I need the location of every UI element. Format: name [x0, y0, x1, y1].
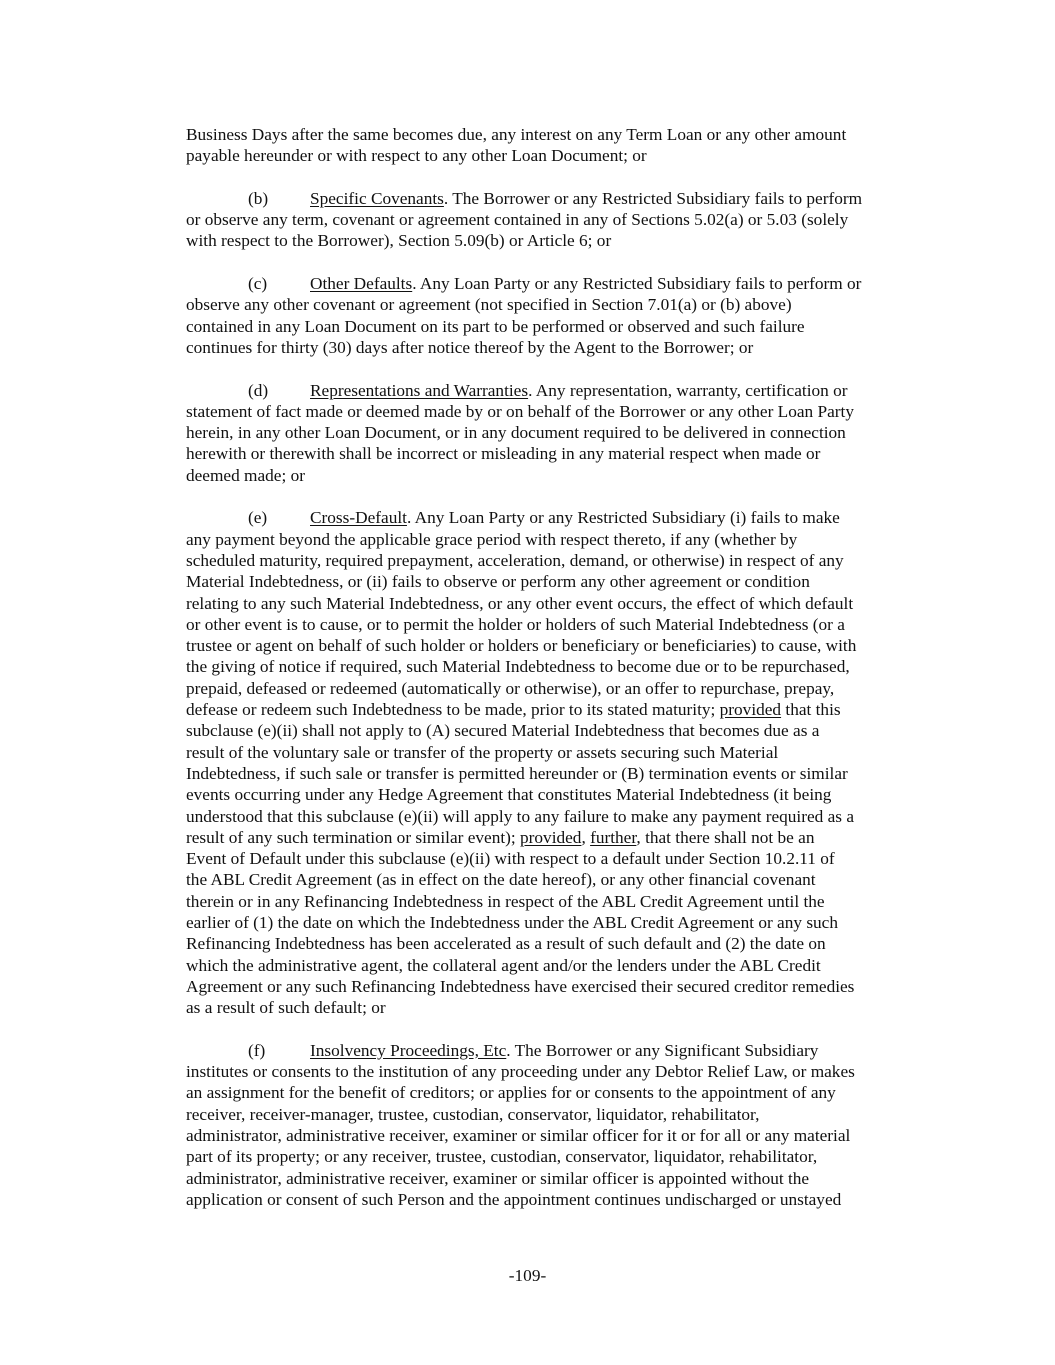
text-run: . The Borrower or any Restricted Subsidiary fails to perform	[443, 188, 863, 208]
clause-heading: Insolvency Proceedings, Etc	[310, 1040, 507, 1060]
page-number: -109-	[508, 1266, 547, 1285]
text-run: which the administrative agent, the collateral agent and/or the lenders under the ABL Credit	[186, 955, 821, 975]
text-run: prepaid, defeased or redeemed (automatically or otherwise), or an offer to repurchase, prepay,	[186, 678, 835, 698]
underlined-term: provided	[520, 827, 582, 847]
text-line	[186, 1061, 931, 1082]
text-run: institutes or consents to the institution of any proceeding under any Debtor Relief Law, or makes	[186, 1062, 855, 1082]
text-line	[186, 678, 931, 699]
text-run: continues for thirty (30) days after notice thereof by the Agent to the Borrower; or	[186, 337, 754, 357]
paragraph-continued	[186, 124, 931, 167]
underlined-term: further	[590, 827, 637, 847]
text-run: . Any Loan Party or any Restricted Subsidiary fails to perform or	[412, 274, 862, 294]
text-run: . Any representation, warranty, certification or	[528, 380, 848, 400]
text-run: the ABL Credit Agreement (as in effect on the date hereof), or any other financial covenant	[186, 870, 816, 890]
text-run: part of its property; or any receiver, trustee, custodian, conservator, liquidator, rehabilitator,	[186, 1147, 818, 1167]
text-run: events occurring under any Hedge Agreement that constitutes Material Indebtedness (it being	[186, 785, 832, 805]
text-line	[186, 635, 931, 656]
text-line	[186, 912, 931, 933]
text-run: or other event is to cause, or to permit the holder or holders of such Material Indebtedness (or a	[186, 614, 845, 634]
text-line	[186, 848, 931, 869]
text-line	[186, 806, 931, 827]
text-line	[186, 294, 931, 315]
text-line	[186, 316, 931, 337]
text-run: any payment beyond the applicable grace period with respect thereto, if any (whether by	[186, 529, 798, 549]
text-run: application or consent of such Person and the appointment continues undischarged or unstayed	[186, 1189, 842, 1209]
text-line	[186, 1040, 931, 1061]
clause-label: (d)	[248, 380, 269, 400]
paragraph-e	[186, 507, 931, 1018]
text-line	[186, 380, 931, 401]
paragraph-f	[186, 1040, 931, 1210]
text-run: herein, in any other Loan Document, or in any document required to be delivered in connection	[186, 423, 846, 443]
text-run: the giving of notice if required, such Material Indebtedness to become due or to be repurchased,	[186, 657, 850, 677]
text-run: deemed made; or	[186, 465, 305, 485]
text-line	[186, 933, 931, 954]
text-line	[186, 401, 931, 422]
text-run: , that there shall not be an	[636, 827, 815, 847]
text-line	[186, 571, 931, 592]
text-run: herewith or therewith shall be incorrect or misleading in any material respect when made or	[186, 444, 821, 464]
text-line	[186, 614, 931, 635]
text-line	[186, 1125, 931, 1146]
text-run: result of the voluntary sale or transfer of the property or assets securing such Material	[186, 742, 779, 762]
text-line	[186, 188, 931, 209]
clause-label: (e)	[248, 508, 268, 528]
text-run: Refinancing Indebtedness has been accelerated as a result of such default and (2) the date on	[186, 934, 826, 954]
text-run: contained in any Loan Document on its part to be performed or observed and such failure	[186, 316, 805, 336]
text-line	[186, 976, 931, 997]
text-line	[186, 997, 931, 1018]
text-run: Material Indebtedness, or (ii) fails to observe or perform any other agreement or condition	[186, 572, 810, 592]
text-run: ,	[581, 827, 591, 847]
text-run: understood that this subclause (e)(ii) will apply to any failure to make any payment required as a	[186, 806, 855, 826]
clause-heading: Specific Covenants	[310, 188, 444, 208]
text-line	[186, 763, 931, 784]
text-line	[186, 209, 931, 230]
text-run: subclause (e)(ii) shall not apply to (A) secured Material Indebtedness that becomes due as a	[186, 721, 820, 741]
text-line	[186, 443, 931, 464]
text-line	[186, 1168, 931, 1189]
text-run: receiver, receiver-manager, trustee, custodian, conservator, liquidator, rehabilitator,	[186, 1104, 760, 1124]
text-run: Event of Default under this subclause (e)(ii) with respect to a default under Section 10.2.11 of	[186, 849, 835, 869]
text-line	[186, 656, 931, 677]
text-run: Business Days after the same becomes due, any interest on any Term Loan or any other amount	[186, 125, 847, 144]
text-line	[186, 422, 931, 443]
text-line	[186, 593, 931, 614]
clause-heading: Representations and Warranties	[310, 380, 529, 400]
text-run: observe any other covenant or agreement (not specified in Section 7.01(a) or (b) above)	[186, 295, 792, 315]
text-run: with respect to the Borrower), Section 5.09(b) or Article 6; or	[186, 231, 612, 251]
text-line	[186, 869, 931, 890]
text-line	[186, 1082, 931, 1103]
paragraph-d	[186, 380, 931, 486]
text-run: payable hereunder or with respect to any other Loan Document; or	[186, 146, 647, 166]
clause-label: (c)	[248, 274, 268, 294]
document-body	[186, 124, 931, 1231]
text-run: or observe any term, covenant or agreement contained in any of Sections 5.02(a) or 5.03 (solely	[186, 210, 849, 230]
text-line	[186, 742, 931, 763]
paragraph-b	[186, 188, 931, 252]
text-line	[186, 465, 931, 486]
text-line	[186, 1104, 931, 1125]
text-run: . The Borrower or any Significant Subsidiary	[506, 1040, 819, 1060]
text-run: that this	[781, 700, 841, 720]
text-run: . Any Loan Party or any Restricted Subsidiary (i) fails to make	[406, 508, 840, 528]
text-run: an assignment for the benefit of creditors; or applies for or consents to the appointment of any	[186, 1083, 836, 1103]
text-run: administrator, administrative receiver, examiner or similar officer is appointed without the	[186, 1168, 810, 1188]
text-run: statement of fact made or deemed made by or on behalf of the Borrower or any other Loan Party	[186, 401, 854, 421]
text-run: Indebtedness, if such sale or transfer is permitted hereunder or (B) termination events or similar	[186, 763, 848, 783]
text-line	[186, 550, 931, 571]
text-line	[186, 1146, 931, 1167]
text-run: Agreement or any such Refinancing Indebtedness have exercised their secured creditor remedies	[186, 976, 855, 996]
text-line	[186, 273, 931, 294]
text-run: therein or in any Refinancing Indebtedness in respect of the ABL Credit Agreement until the	[186, 891, 825, 911]
text-line	[186, 529, 931, 550]
text-run: scheduled maturity, required prepayment, acceleration, demand, or otherwise) in respect of any	[186, 550, 844, 570]
text-line	[186, 145, 931, 166]
text-line	[186, 699, 931, 720]
text-run: as a result of such default; or	[186, 998, 386, 1018]
clause-label: (f)	[248, 1040, 266, 1060]
underlined-term: provided	[719, 700, 782, 720]
text-line	[186, 507, 931, 528]
text-line	[186, 720, 931, 741]
text-run: relating to any such Material Indebtedness, or any other event occurs, the effect of which default	[186, 593, 854, 613]
clause-heading: Cross-Default	[310, 508, 407, 528]
text-run: earlier of (1) the date on which the Indebtedness under the ABL Credit Agreement or any such	[186, 912, 838, 932]
text-line	[186, 891, 931, 912]
text-run: defease or redeem such Indebtedness to be made, prior to its stated maturity;	[186, 700, 720, 720]
clause-heading: Other Defaults	[310, 274, 413, 294]
text-line	[186, 784, 931, 805]
text-line	[186, 1189, 931, 1210]
text-run: administrator, administrative receiver, examiner or similar officer for it or for all or any material	[186, 1125, 851, 1145]
text-run: trustee or agent on behalf of such holder or holders or beneficiary or beneficiaries) to cause, with	[186, 636, 857, 656]
clause-label: (b)	[248, 188, 269, 208]
text-run: result of any such termination or similar event);	[186, 827, 521, 847]
text-line	[186, 337, 931, 358]
text-line	[186, 230, 931, 251]
text-line	[186, 955, 931, 976]
text-line	[186, 827, 931, 848]
text-line	[186, 124, 931, 145]
paragraph-c	[186, 273, 931, 358]
